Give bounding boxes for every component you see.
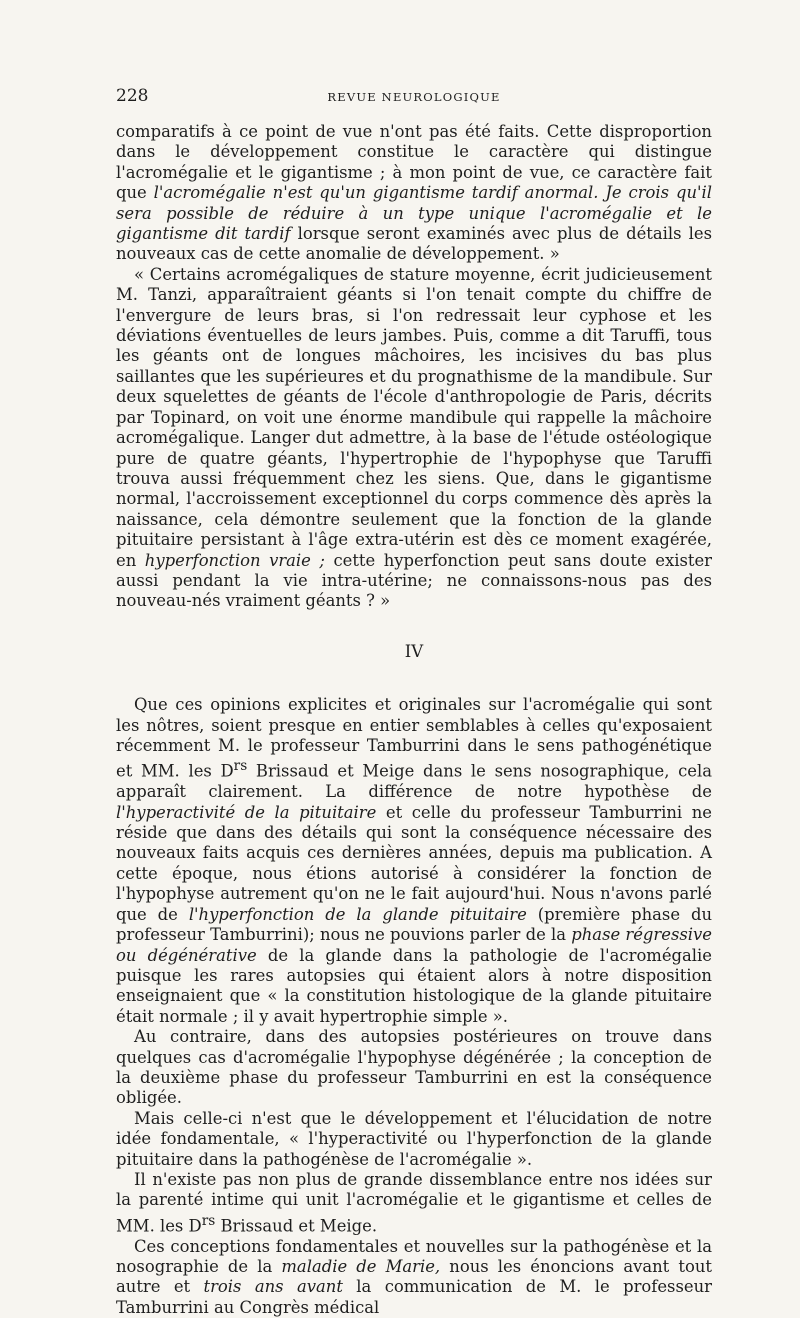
paragraph-2: « Certains acromégaliques de stature moyenne, écrit judicieusement M. Tanzi, apparaîtraient géants si l'on tenait compte du chiffre de l'envergure de leurs bras, si l'on redressait leur cyphose et les déviations éventuelles de leurs jambes. Puis, comme a dit Taruffi, tous les géants ont de longues mâchoires, les incisives du bas plus saillantes que les supérieures et du prognathisme de la mandibule. Sur deux squelettes de géants de l'école d'anthropologie de Paris, décrits par Topinard, on voit une énorme mandibule qui rappelle la mâchoire acromégalique. Langer dut admettre, à la base de l'étude ostéologique pure de quatre géants, l'hypertrophie de l'hypophyse que Taruffi trouva aussi fréquemment chez les siens. Que, dans le gigantisme normal, l'accroissement exceptionnel du corps commence dès après la naissance, cela démontre seulement que la fonction de la glande pituitaire persistant à l'âge extra-utérin est dès ce moment exagérée, en hyperfonction vraie ; cette hyperfonction peut sans doute exister aussi pendant la vie intra-utérine; ne connaissons-nous pas des nouveau-nés vraiment géants ? » <box>116 264 712 611</box>
paragraph-4: Au contraire, dans des autopsies postérieures on trouve dans quelques cas d'acromégalie l'hypophyse dégénérée ; la conception de la deuxième phase du professeur Tamburrini en est la conséquence obligée. <box>116 1027 712 1108</box>
paragraph-3: Que ces opinions explicites et originales sur l'acromégalie qui sont les nôtres, soient presque en entier semblables à celles qu'exposaient récemment M. le professeur Tamburrini dans le sens pathogénétique et MM. les $D^{rs}$ Brissaud et Meige dans le sens nosographique, cela apparaît clairement. La différence de notre hypothèse de l'hyperactivité de la pituitaire et celle du professeur Tamburrini ne réside que dans des détails qui sont la conséquence nécessaire des nouveaux faits acquis ces dernières années, depuis ma publication. A cette époque, nous étions autorisé à considérer la fonction de l'hypophyse autrement qu'on ne le fait aujourd'hui. Nous n'avons parlé que de l'hyperfonction de la glande pituitaire (première phase du professeur Tamburrini); nous ne pouvions parler de la phase régressive ou dégénérative de la glande dans la pathologie de l'acromégalie puisque les rares autopsies qui étaient alors à notre disposition enseignaient que « la constitution histologique de la glande pituitaire était normale ; il y avait hypertrophie simple ». <box>116 695 712 1026</box>
italic-emphasis: trois ans avant <box>203 1277 343 1297</box>
paragraph-7: Ces conceptions fondamentales et nouvelles sur la pathogénèse et la nosographie de la maladie de Marie, nous les énoncions avant tout autre et trois ans avant la communication de M. le professeur Tamburrini au Congrès médical <box>116 1236 712 1317</box>
page-header <box>116 86 712 110</box>
section-heading: IV <box>404 641 424 661</box>
body-text <box>116 122 712 1318</box>
italic-emphasis: l'hyperactivité de la pituitaire <box>116 802 377 822</box>
italic-emphasis: maladie de Marie, <box>281 1257 441 1277</box>
italic-emphasis: l'acromégalie n'est qu'un gigantisme tardif anormal. Je crois qu'il sera possible de réduire à un type unique l'acromégalie et le gigantisme dit tardif <box>116 183 712 244</box>
paragraph-1: comparatifs à ce point de vue n'ont pas été faits. Cette disproportion dans le développement constitue le caractère qui distingue l'acromégalie et le gigantisme ; à mon point de vue, ce caractère fait que l'acromégalie n'est qu'un gigantisme tardif anormal. Je crois qu'il sera possible de réduire à un type unique l'acromégalie et le gigantisme dit tardif lorsque seront examinés avec plus de détails les nouveaux cas de cette anomalie de développement. » <box>116 122 712 264</box>
paragraph-6: Il n'existe pas non plus de grande dissemblance entre nos idées sur la parenté intime qui unit l'acromégalie et le gigantisme et celles de MM. les $D^{rs}$ Brissaud et Meige. <box>116 1169 712 1236</box>
page-number: 228 <box>116 86 149 106</box>
italic-emphasis: hyperfonction vraie ; <box>144 550 325 570</box>
paragraph-5: Mais celle-ci n'est que le développement et l'élucidation de notre idée fondamentale, « l'hyperactivité ou l'hyperfonction de la glande pituitaire dans la pathogénèse de l'acromégalie ». <box>116 1108 712 1169</box>
italic-emphasis: l'hyperfonction de la glande pituitaire <box>188 904 527 924</box>
running-title: REVUE NEUROLOGIQUE <box>327 90 501 104</box>
italic-emphasis: phase régressive ou dégénérative <box>116 925 712 965</box>
